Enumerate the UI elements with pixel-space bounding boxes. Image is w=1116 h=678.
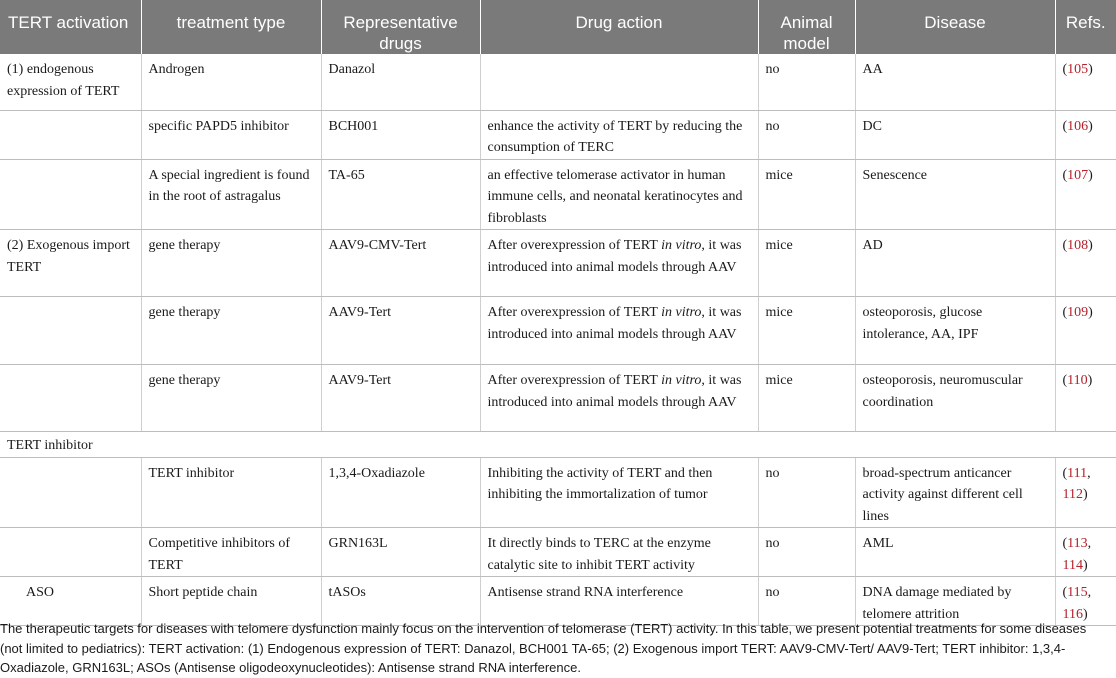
header-tert-activation: TERT activation: [0, 0, 141, 54]
header-drug-action: Drug action: [480, 0, 758, 54]
ref-link[interactable]: 112: [1062, 487, 1083, 502]
header-representative-drugs: Representative drugs: [321, 0, 480, 54]
cell-tert-activation: [0, 297, 141, 365]
drug-action-text: After overexpression of TERT: [487, 305, 662, 320]
table-row: [0, 159, 1116, 230]
ref-paren: (: [1062, 585, 1068, 600]
cell-disease: DNA damage mediated by telomere attrition: [855, 577, 1055, 626]
cell-treatment-type: A special ingredient is found in the root of astragalus: [141, 159, 321, 230]
cell-drug: AAV9-Tert: [321, 365, 480, 432]
ref-paren: ): [1087, 373, 1093, 388]
table-row: [0, 110, 1116, 159]
cell-treatment-type: Short peptide chain: [141, 577, 321, 626]
section-label-tert-inhibitor: TERT inhibitor: [0, 432, 1116, 458]
cell-drug: BCH001: [321, 110, 480, 159]
cell-animal-model: no: [758, 54, 855, 110]
cell-treatment-type: Androgen: [141, 54, 321, 110]
cell-treatment-type: gene therapy: [141, 297, 321, 365]
cell-drug: Danazol: [321, 54, 480, 110]
cell-drug-action: It directly binds to TERC at the enzyme catalytic site to inhibit TERT activity: [480, 528, 758, 577]
cell-treatment-type: gene therapy: [141, 365, 321, 432]
cell-treatment-type: Competitive inhibitors of TERT: [141, 528, 321, 577]
in-vitro-text: in vitro: [661, 305, 702, 320]
ref-paren: (: [1062, 465, 1068, 481]
cell-drug-action: [480, 297, 758, 365]
cell-refs: [1055, 230, 1116, 297]
cell-disease: Senescence: [855, 159, 1055, 230]
table-row: [0, 230, 1116, 297]
cell-drug-action: Antisense strand RNA interference: [480, 577, 758, 626]
cell-tert-activation: [0, 110, 141, 159]
cell-disease: DC: [855, 110, 1055, 159]
cell-animal-model: mice: [758, 230, 855, 297]
ref-paren: (: [1062, 238, 1068, 253]
cell-drug: AAV9-CMV-Tert: [321, 230, 480, 297]
cell-disease: broad-spectrum anticancer activity against different cell lines: [855, 457, 1055, 528]
cell-animal-model: mice: [758, 297, 855, 365]
cell-refs: [1055, 365, 1116, 432]
cell-drug-action: enhance the activity of TERT by reducing the consumption of TERC: [480, 110, 758, 159]
cell-animal-model: no: [758, 528, 855, 577]
ref-paren: ): [1088, 118, 1093, 134]
cell-drug: GRN163L: [321, 528, 480, 577]
ref-paren: ): [1082, 606, 1088, 622]
cell-tert-activation: (1) endogenous expression of TERT: [0, 54, 141, 110]
ref-paren: (: [1062, 118, 1068, 134]
cell-tert-activation: [0, 365, 141, 432]
cell-disease: AML: [855, 528, 1055, 577]
ref-paren: ): [1082, 487, 1088, 502]
cell-refs: [1055, 159, 1116, 230]
cell-disease: osteoporosis, glucose intolerance, AA, IPF: [855, 297, 1055, 365]
cell-drug-action: [480, 365, 758, 432]
ref-link[interactable]: 109: [1067, 305, 1089, 320]
cell-drug: tASOs: [321, 577, 480, 626]
ref-paren: (: [1062, 536, 1068, 551]
cell-animal-model: no: [758, 457, 855, 528]
ref-separator: ,: [1087, 536, 1092, 551]
drug-action-text: , it was introduced into animal models through AAV: [487, 305, 742, 342]
cell-treatment-type: specific PAPD5 inhibitor: [141, 110, 321, 159]
drug-action-text: After overexpression of TERT: [487, 238, 662, 253]
ref-paren: ): [1088, 238, 1093, 253]
cell-refs: [1055, 528, 1116, 577]
cell-refs: [1055, 297, 1116, 365]
cell-animal-model: no: [758, 110, 855, 159]
ref-link[interactable]: 113: [1067, 536, 1088, 551]
table-row: [0, 457, 1116, 528]
ref-paren: ): [1088, 305, 1093, 320]
ref-separator: ,: [1087, 585, 1092, 600]
ref-paren: (: [1062, 167, 1068, 183]
header-refs: Refs.: [1055, 0, 1116, 54]
ref-paren: (: [1062, 62, 1068, 77]
cell-refs: [1055, 457, 1116, 528]
ref-link[interactable]: 108: [1067, 238, 1089, 253]
ref-link[interactable]: 116: [1062, 606, 1083, 622]
header-disease: Disease: [855, 0, 1055, 54]
table-row: [0, 297, 1116, 365]
ref-paren: (: [1062, 373, 1068, 388]
cell-treatment-type: TERT inhibitor: [141, 457, 321, 528]
section-row: [0, 432, 1116, 458]
cell-drug-action: [480, 230, 758, 297]
table-row: [0, 528, 1116, 577]
ref-link[interactable]: 110: [1067, 373, 1088, 388]
drug-action-text: , it was introduced into animal models through AAV: [487, 373, 742, 410]
ref-link[interactable]: 115: [1067, 585, 1088, 600]
cell-animal-model: mice: [758, 365, 855, 432]
table-header-row: [0, 0, 1116, 54]
ref-paren: (: [1062, 305, 1068, 320]
cell-drug: 1,3,4-Oxadiazole: [321, 457, 480, 528]
cell-drug-action: Inhibiting the activity of TERT and then inhibiting the immortalization of tumor: [480, 457, 758, 528]
cell-tert-activation: [0, 457, 141, 528]
cell-tert-activation: [0, 159, 141, 230]
cell-disease: AD: [855, 230, 1055, 297]
ref-link[interactable]: 107: [1067, 167, 1089, 183]
cell-tert-activation: [0, 528, 141, 577]
cell-treatment-type: gene therapy: [141, 230, 321, 297]
cell-drug: AAV9-Tert: [321, 297, 480, 365]
ref-link[interactable]: 106: [1067, 118, 1089, 134]
ref-paren: ): [1088, 167, 1093, 183]
cell-animal-model: no: [758, 577, 855, 626]
table-row: [0, 54, 1116, 110]
in-vitro-text: in vitro: [661, 373, 702, 388]
cell-tert-activation: (2) Exogenous import TERT: [0, 230, 141, 297]
ref-link[interactable]: 111: [1067, 465, 1088, 481]
cell-drug-action: [480, 54, 758, 110]
ref-paren: ): [1088, 62, 1093, 77]
cell-animal-model: mice: [758, 159, 855, 230]
cell-drug-action: an effective telomerase activator in human immune cells, and neonatal keratinocytes and fibroblasts: [480, 159, 758, 230]
header-animal-model: Animal model: [758, 0, 855, 54]
cell-tert-activation: ASO: [0, 577, 141, 626]
header-treatment-type: treatment type: [141, 0, 321, 54]
drug-action-text: , it was introduced into animal models through AAV: [487, 238, 742, 275]
drug-action-text: After overexpression of TERT: [487, 373, 662, 388]
ref-link[interactable]: 114: [1062, 557, 1083, 573]
ref-paren: ): [1082, 557, 1088, 573]
cell-refs: [1055, 110, 1116, 159]
table-caption: The therapeutic targets for diseases with telomere dysfunction mainly focus on the intervention of telomerase (TERT) activity. In this table, we present potential treatments for some diseases (not limited to pediatrics): TERT activation: (1) Endogenous expression of TERT: Danazol, BCH001 TA-65; (2) Exogenous import TERT: AAV9-CMV-Tert/ AAV9-Tert; TERT inhibitor: 1,3,4-Oxadiazole, GRN163L; ASOs (Antisense oligodeoxynucleotides): Antisense strand RNA interference.: [0, 621, 1087, 675]
cell-disease: osteoporosis, neuromuscular coordination: [855, 365, 1055, 432]
cell-refs: [1055, 54, 1116, 110]
cell-drug: TA-65: [321, 159, 480, 230]
ref-link[interactable]: 105: [1067, 62, 1089, 77]
in-vitro-text: in vitro: [661, 238, 702, 253]
table-row: [0, 365, 1116, 432]
ref-separator: ,: [1087, 465, 1091, 481]
cell-disease: AA: [855, 54, 1055, 110]
